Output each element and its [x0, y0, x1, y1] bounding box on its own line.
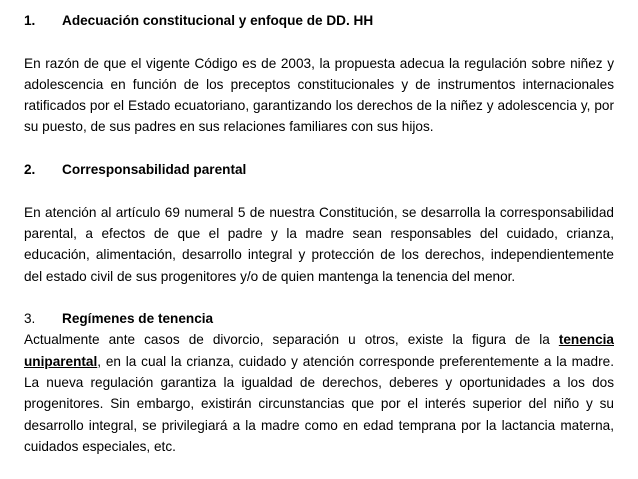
- spacer: [24, 31, 614, 52]
- section-3-body-start: Actualmente ante casos de divorcio, separación u otros, existe la figura de la: [24, 332, 559, 348]
- section-3-body-end: , en la cual la crianza, cuidado y atención corresponde preferentemente a la madre. La nueva regulación garantiza la igualdad de derechos, deberes y oportunidades a los dos progenitores. Sin embargo, existirán circunstancias que por el interés superior del niño y su desarrollo integral, se privilegiará a la madre como en edad temprana por la lactancia materna, cuidados especiales, etc.: [24, 353, 614, 454]
- spacer: [24, 287, 614, 308]
- section-2-body: En atención al artículo 69 numeral 5 de nuestra Constitución, se desarrolla la corresponsabilidad parental, a efectos de que el padre y la madre sean responsables del cuidado, crianza, educación, alimentación, desarrollo integral y protección de los derechos, independientemente del estado civil de sus progenitores y/o de quien mantenga la tenencia del menor.: [24, 204, 614, 284]
- section-2-title: Corresponsabilidad parental: [62, 162, 247, 178]
- section-3-body-emphasis: tenencia uniparental: [24, 332, 614, 369]
- section-1-title: Adecuación constitucional y enfoque de DD. HH: [62, 13, 374, 28]
- section-3-heading: [24, 308, 614, 329]
- section-1-body: En razón de que el vigente Código es de 2003, la propuesta adecua la regulación sobre niñez y adolescencia en función de los preceptos constitucionales y de instrumentos internacionales ratificados por el Estado ecuatoriano, garantizando los derechos de la niñez y adolescencia y, por su puesto, de sus padres en sus relaciones familiares con sus hijos.: [24, 55, 614, 135]
- section-3-body: [24, 329, 614, 457]
- spacer: [24, 180, 614, 201]
- section-1-heading: [24, 10, 614, 31]
- section-3-number: 3.: [24, 311, 36, 327]
- section-3-title: Regímenes de tenencia: [62, 311, 214, 327]
- section-2-number: 2.: [24, 162, 36, 178]
- section-1-number: 1.: [24, 13, 36, 28]
- section-2-heading: [24, 159, 614, 180]
- spacer: [24, 138, 614, 159]
